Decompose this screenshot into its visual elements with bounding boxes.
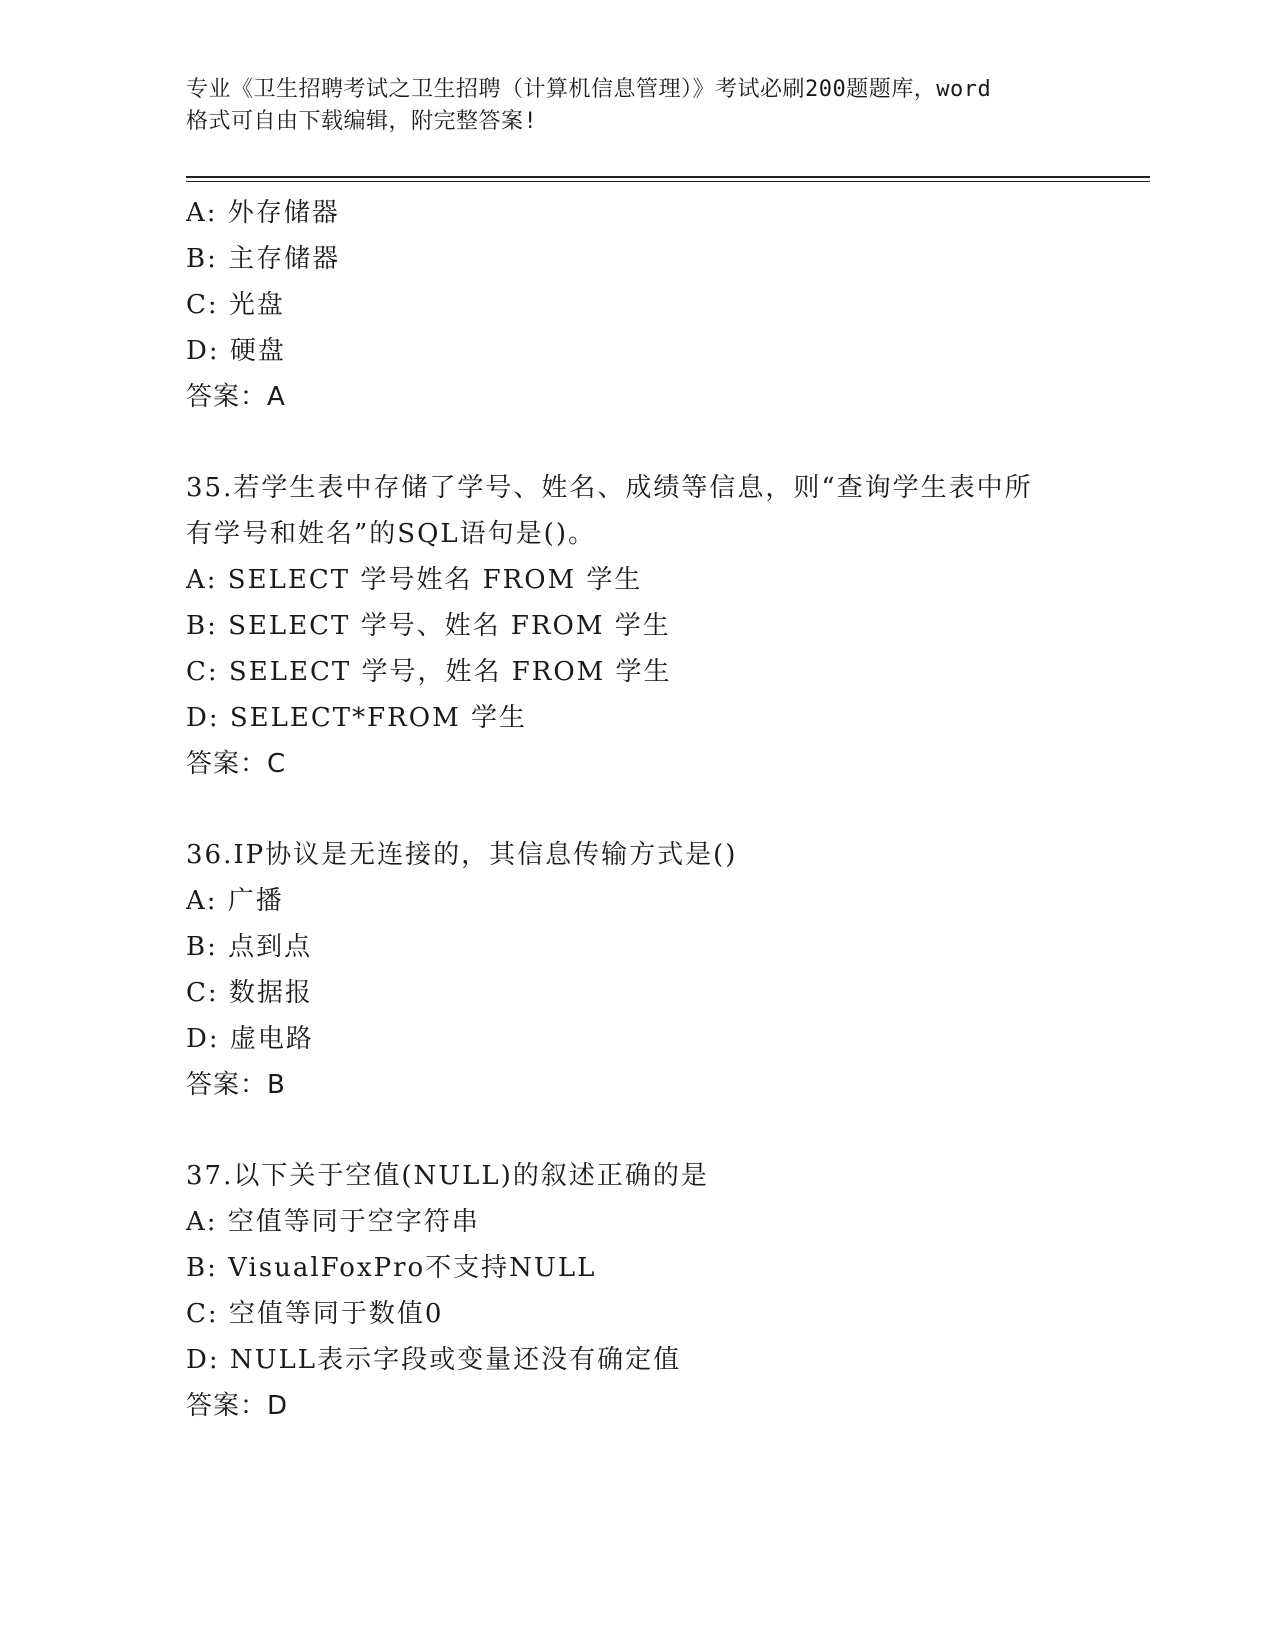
option-c: C: 光盘 [186,290,285,320]
question-stem-line-2: 有学号和姓名”的SQL语句是()。 [186,519,596,549]
option-b: B: VisualFoxPro不支持NULL [186,1253,597,1283]
option-a: A: SELECT 学号姓名 FROM 学生 [186,565,643,595]
option-d: D: SELECT*FROM 学生 [186,703,527,733]
header-line-2: 格式可自由下载编辑，附完整答案! [186,109,538,134]
option-a: A: 外存储器 [186,198,340,228]
document-header [186,74,1086,138]
question-stem-line-1: 35.若学生表中存储了学号、姓名、成绩等信息，则“查询学生表中所 [186,473,1033,503]
header-line-1: 专业《卫生招聘考试之卫生招聘（计算机信息管理）》考试必刷200题题库，word [186,77,992,102]
answer-line: 答案：D [186,1391,289,1421]
option-b: B: SELECT 学号、姓名 FROM 学生 [186,611,671,641]
question-stem: 37.以下关于空值(NULL)的叙述正确的是 [186,1161,709,1191]
question-block-37 [186,1153,1146,1429]
option-b: B: 点到点 [186,932,313,962]
question-block-35 [186,465,1146,787]
option-a: A: 空值等同于空字符串 [186,1207,480,1237]
option-d: D: 虚电路 [186,1024,314,1054]
question-block-36 [186,832,1146,1108]
header-rule-thick [186,176,1150,178]
option-d: D: 硬盘 [186,336,286,366]
question-list [186,190,1146,1429]
header-rule-thin [186,181,1150,182]
option-c: C: SELECT 学号，姓名 FROM 学生 [186,657,672,687]
answer-line: 答案：C [186,749,287,779]
answer-line: 答案：B [186,1070,286,1100]
option-b: B: 主存储器 [186,244,341,274]
option-c: C: 数据报 [186,978,313,1008]
answer-line: 答案：A [186,382,286,412]
option-d: D: NULL表示字段或变量还没有确定值 [186,1345,682,1375]
question-stem: 36.IP协议是无连接的，其信息传输方式是() [186,840,738,870]
question-block-34 [186,190,1146,420]
option-c: C: 空值等同于数值0 [186,1299,444,1329]
option-a: A: 广播 [186,886,284,916]
